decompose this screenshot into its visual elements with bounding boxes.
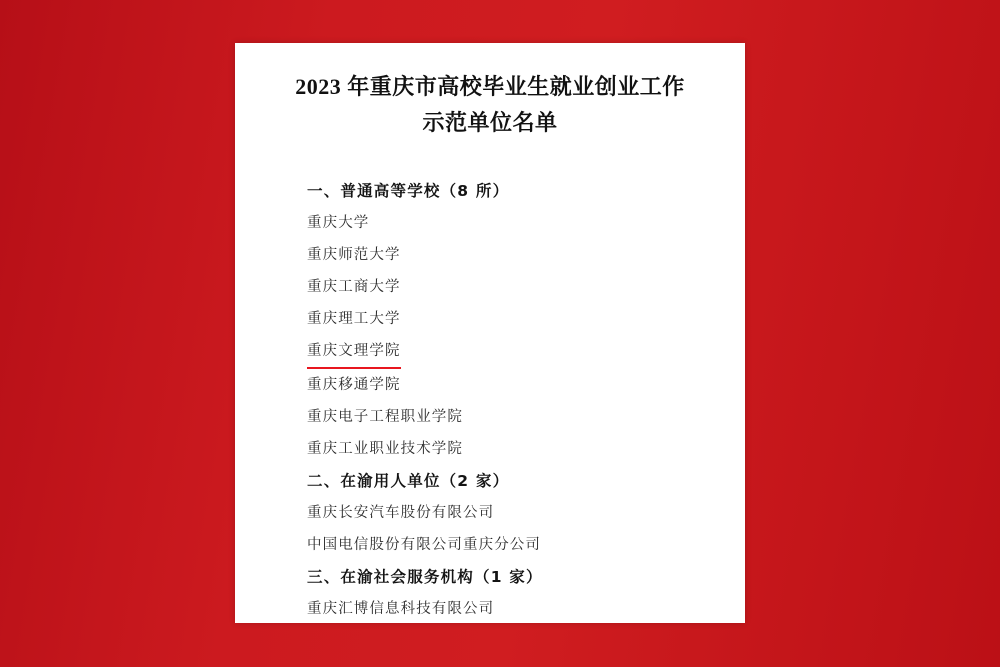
list-item: 重庆移通学院	[307, 377, 401, 393]
title-spacer	[275, 141, 705, 175]
list-item: 重庆大学	[307, 215, 370, 231]
section-heading: 二、在渝用人单位（2 家）	[307, 472, 510, 490]
section-service-organizations	[275, 561, 705, 623]
section-heading: 三、在渝社会服务机构（1 家）	[307, 568, 543, 586]
list-item: 重庆工业职业技术学院	[307, 441, 463, 457]
page-title-line-1: 2023 年重庆市高校毕业生就业创业工作	[295, 74, 685, 99]
list-item: 重庆师范大学	[307, 247, 401, 263]
list-item-highlighted: 重庆文理学院	[307, 335, 401, 369]
list-item: 重庆理工大学	[307, 311, 401, 327]
list-item-highlighted-wrap	[275, 335, 705, 369]
list-item: 重庆长安汽车股份有限公司	[307, 505, 495, 521]
list-item: 中国电信股份有限公司重庆分公司	[307, 537, 541, 553]
list-item: 重庆电子工程职业学院	[307, 409, 463, 425]
page-title	[275, 69, 705, 141]
document-content	[235, 43, 745, 623]
list-item: 重庆汇博信息科技有限公司	[307, 601, 495, 617]
section-universities	[275, 175, 705, 465]
document-sheet	[235, 43, 745, 623]
section-employers	[275, 465, 705, 561]
page-title-line-2: 示范单位名单	[422, 110, 558, 135]
list-item: 重庆工商大学	[307, 279, 401, 295]
section-heading: 一、普通高等学校（8 所）	[307, 182, 510, 200]
